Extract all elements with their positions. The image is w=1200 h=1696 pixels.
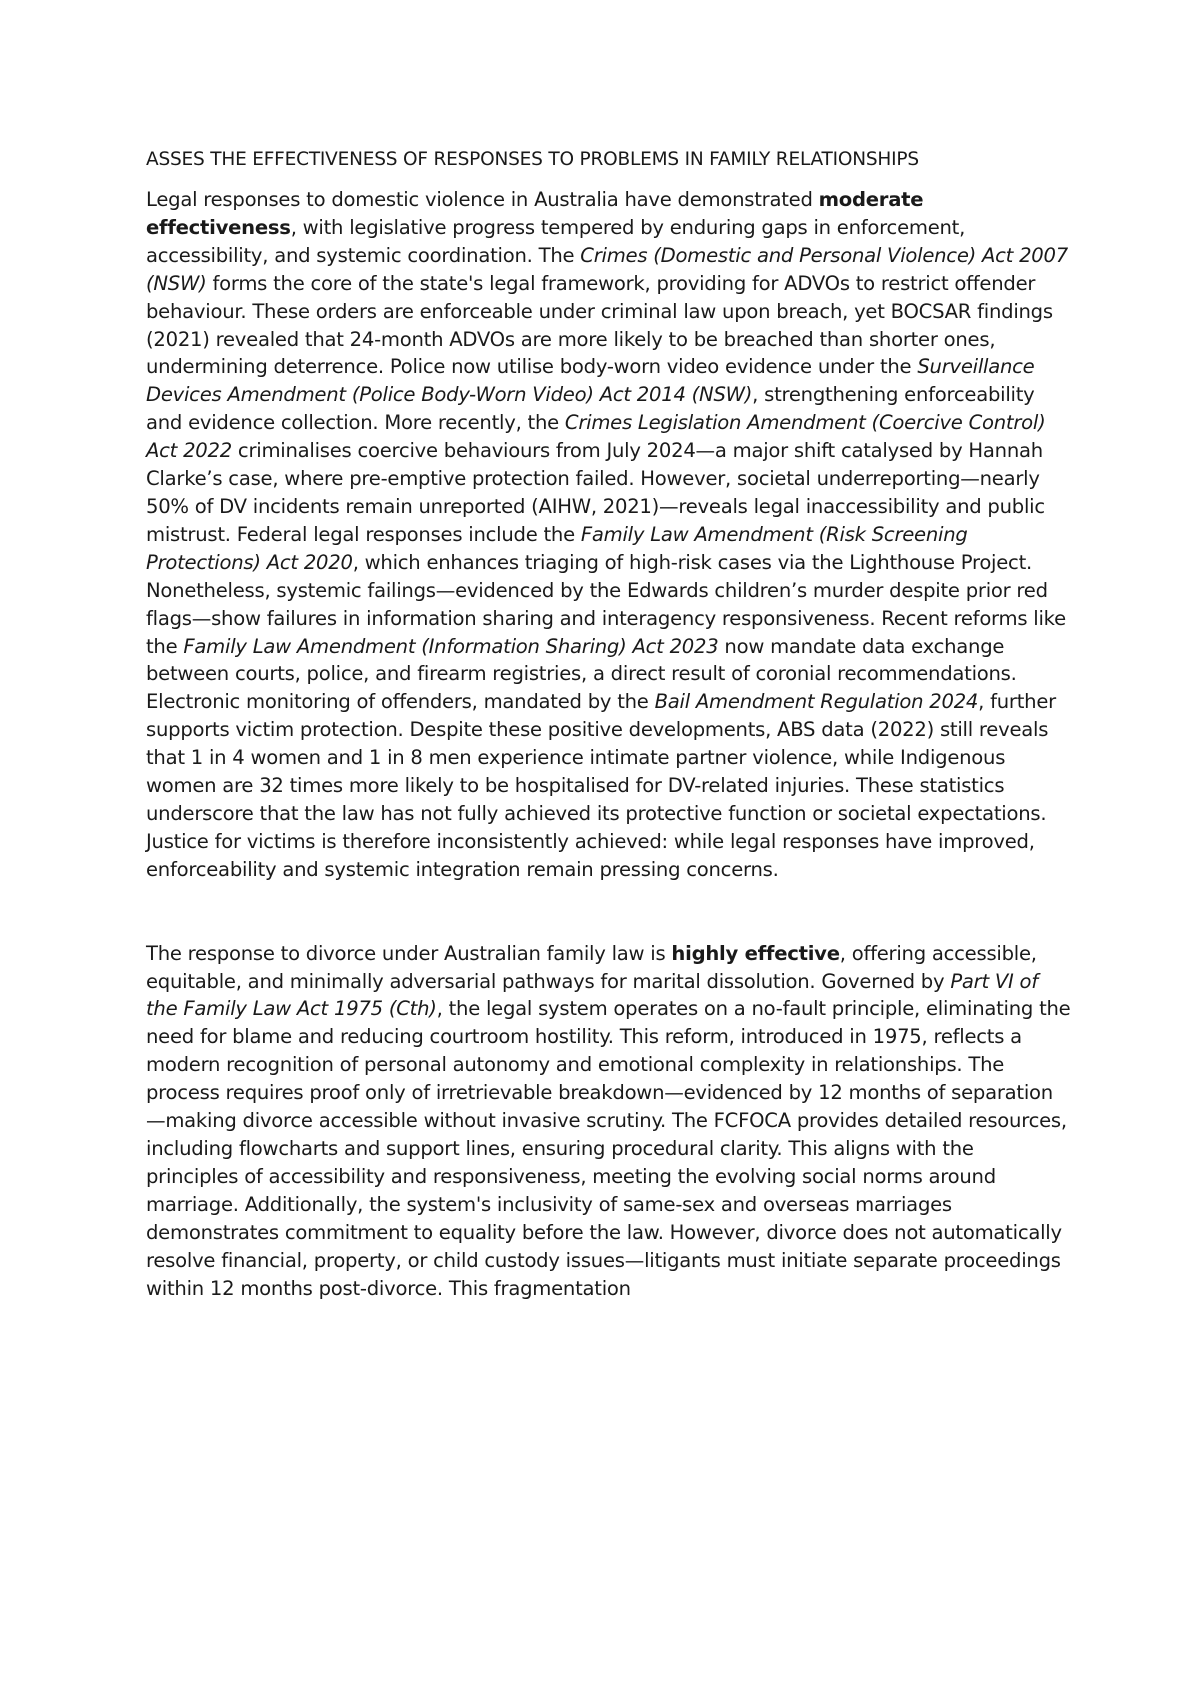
document-title: ASSES THE EFFECTIVENESS OF RESPONSES TO PROBLEMS IN FAMILY RELATIONSHIPS bbox=[146, 149, 919, 170]
legislation-title-text: Family Law Amendment (Risk Screening Protections) Act 2020 bbox=[146, 522, 968, 574]
legislation-title-text: Surveillance Devices Amendment (Police Body-Worn Video) Act 2014 (NSW) bbox=[146, 355, 1035, 407]
paragraph-text-run: , offering accessible, equitable, and minimally adversarial pathways for marital dissolution. Governed by bbox=[146, 941, 1037, 993]
document-body bbox=[146, 186, 1071, 1302]
paragraph-text-run: , further supports victim protection. Despite these positive developments, ABS data (2022) still reveals that 1 in 4 women and 1 in 8 men experience intimate partner violence, while Indigenous women are 32 times more likely to be hospitalised for DV-related injuries. These statistics underscore that the law has not fully achieved its protective function or societal expectations. Justice for victims is therefore inconsistently achieved: while legal responses have improved, enforceability and systemic integration remain pressing concerns. bbox=[146, 690, 1056, 881]
body-paragraph bbox=[146, 940, 1071, 1303]
emphasis-bold-text: highly effective bbox=[671, 941, 840, 965]
paragraph-text-run: criminalises coercive behaviours from July 2024—a major shift catalysed by Hannah Clarke’s case, where pre-emptive protection failed. However, societal underreporting—nearly 50% of DV incidents remain unreported (AIHW, 2021)—reveals legal inaccessibility and public mistrust. Federal legal responses include the bbox=[146, 439, 1045, 546]
document-page bbox=[146, 146, 1071, 1302]
paragraph-text-run: , with legislative progress tempered by enduring gaps in enforcement, accessibility, and systemic coordination. The bbox=[146, 215, 966, 267]
paragraph-text-run: , the legal system operates on a no-fault principle, eliminating the need for blame and reducing courtroom hostility. This reform, introduced in 1975, reflects a modern recognition of personal autonomy and emotional complexity in relationships. The process requires proof only of irretrievable breakdown—evidenced by 12 months of separation—making divorce accessible without invasive scrutiny. The FCFOCA provides detailed resources, including flowcharts and support lines, ensuring procedural clarity. This aligns with the principles of accessibility and responsiveness, meeting the evolving social norms around marriage. Additionally, the system's inclusivity of same-sex and overseas marriages demonstrates commitment to equality before the law. However, divorce does not automatically resolve financial, property, or child custody issues—litigants must initiate separate proceedings within 12 months post-divorce. This fragmentation bbox=[146, 997, 1071, 1300]
paragraph-text-run: now mandate data exchange between courts, police, and firearm registries, a direct result of coronial recommendations. Electronic monitoring of offenders, mandated by the bbox=[146, 634, 1017, 714]
paragraph-text-run: , strengthening enforceability and evidence collection. More recently, the bbox=[146, 383, 1035, 435]
legislation-title-text: Crimes Legislation Amendment (Coercive Control) Act 2022 bbox=[146, 411, 1046, 463]
legislation-title-text: Crimes (Domestic and Personal Violence) Act 2007 (NSW) bbox=[146, 243, 1068, 295]
body-paragraph bbox=[146, 186, 1071, 884]
emphasis-bold-text: moderate effectiveness bbox=[146, 188, 924, 239]
paragraph-text-run: Legal responses to domestic violence in Australia have demonstrated bbox=[146, 188, 819, 211]
paragraph-text-run: The response to divorce under Australian family law is bbox=[146, 941, 672, 965]
legislation-title-text: Bail Amendment Regulation 2024 bbox=[654, 690, 979, 714]
legislation-title-text: Family Law Amendment (Information Sharing) Act 2023 bbox=[183, 634, 719, 658]
paragraph-text-run: , which enhances triaging of high-risk cases via the Lighthouse Project. Nonetheless, systemic failings—evidenced by the Edwards children’s murder despite prior red flags—show failures in information sharing and interagency responsiveness. Recent reforms like the bbox=[146, 550, 1066, 658]
paragraph-text-run: forms the core of the state's legal framework, providing for ADVOs to restrict offender behaviour. These orders are enforceable under criminal law upon breach, yet BOCSAR findings (2021) revealed that 24-month ADVOs are more likely to be breached than shorter ones, undermining deterrence. Police now utilise body-worn video evidence under the bbox=[146, 271, 1053, 379]
legislation-title-text: Part VI of the Family Law Act 1975 (Cth) bbox=[146, 969, 1038, 1021]
